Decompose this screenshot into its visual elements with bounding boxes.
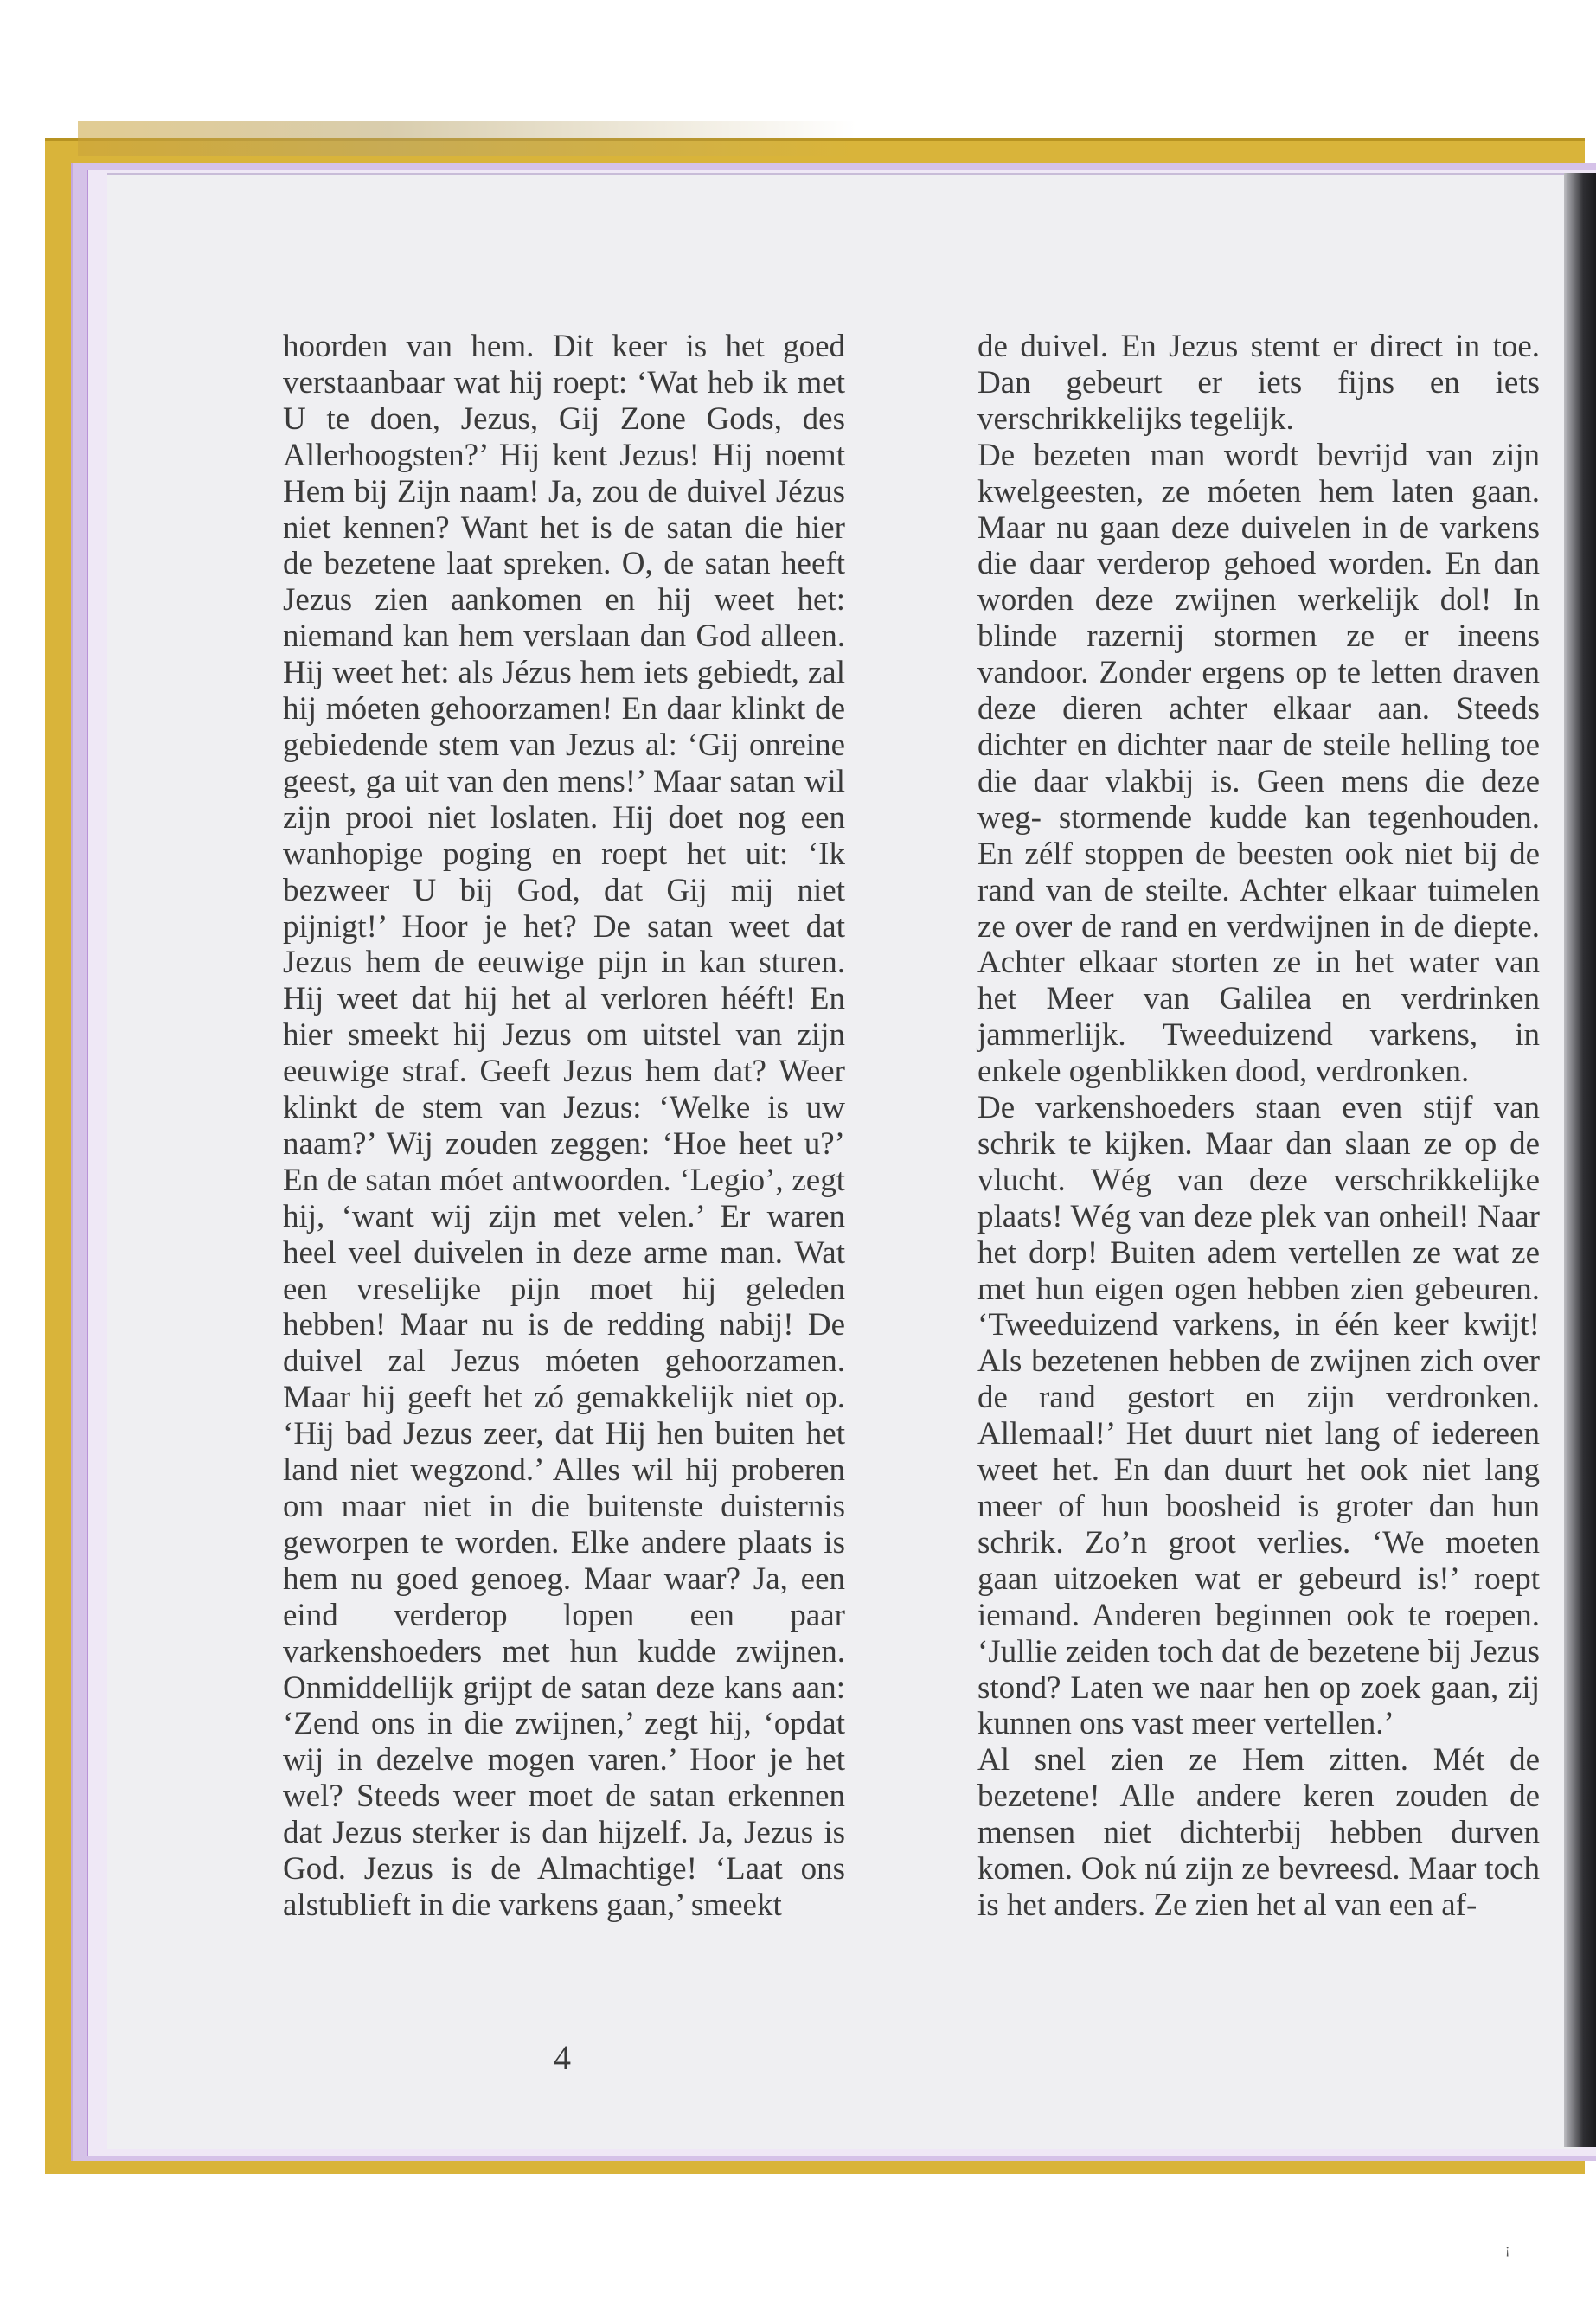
spine-shadow <box>1564 173 1596 2147</box>
page-number: 4 <box>554 2038 571 2077</box>
paragraph: hoorden van hem. Dit keer is het goed verstaanbaar wat hij roept: ‘Wat heb ik met U te doen, Jezus, Gij Zone Gods, des Allerhoogsten?’ Hij kent Jezus! Hij noemt Hem bij Zijn naam! Ja, zou de duivel Jézus niet kennen? Want het is de satan die hier de bezetene laat spreken. O, de satan heeft Jezus zien aankomen en hij weet het: niemand kan hem verslaan dan God alleen. Hij weet het: als Jézus hem iets gebiedt, zal hij móeten gehoorzamen! En daar klinkt de gebiedende stem van Jezus al: ‘Gij onreine geest, ga uit van den mens!’ Maar satan wil zijn prooi niet loslaten. Hij doet nog een wanhopige poging en roept het uit: ‘Ik bezweer U bij God, dat Gij mij niet pijnigt!’ Hoor je het? De satan weet dat Jezus hem de eeuwige pijn in kan sturen. Hij weet dat hij het al verloren hééft! En hier smeekt hij Jezus om uitstel van zijn eeuwige straf. Geeft Jezus hem dat? Weer klinkt de stem van Jezus: ‘Welke is uw naam?’ Wij zouden zeggen: ‘Hoe heet u?’ En de satan móet antwoorden. ‘Legio’, zegt hij, ‘want wij zijn met velen.’ Er waren heel veel duivelen in deze arme man. Wat een vreselijke pijn moet hij geleden hebben! Maar nu is de redding nabij! De duivel zal Jezus móeten gehoorzamen. Maar hij geeft het zó gemakkelijk niet op. ‘Hij bad Jezus zeer, dat Hij hen buiten het land niet wegzond.’ Alles wil hij proberen om maar niet in die buitenste duisternis geworpen te worden. Elke andere plaats is hem nu goed genoeg. Maar waar? Ja, een eind verderop lopen een paar varkenshoeders met hun kudde zwijnen. Onmiddellijk grijpt de satan deze kans aan: ‘Zend ons in die zwijnen,’ zegt hij, ‘opdat wij in dezelve mogen varen.’ Hoor je het wel? Steeds weer moet de satan erkennen dat Jezus sterker is dan hijzelf. Ja, Jezus is God. Jezus is de Almachtige! ‘Laat ons alstublieft in die varkens gaan,’ smeekt <box>283 329 845 1923</box>
cover-frayed-edge <box>78 121 856 156</box>
paragraph: De bezeten man wordt bevrijd van zijn kwelgeesten, ze móeten hem laten gaan. Maar nu gaan deze duivelen in de varkens die daar verderop gehoed worden. En dan worden deze zwijnen werkelijk dol! In blinde razernij stormen ze er ineens vandoor. Zonder ergens op te letten draven deze dieren achter elkaar aan. Steeds dichter en dichter naar de steile helling toe die daar vlakbij is. Geen mens die deze weg- stormende kudde kan tegenhouden. En zélf stoppen de beesten ook niet bij de rand van de steilte. Achter elkaar tuimelen ze over de rand en verdwijnen in de diepte. Achter elkaar storten ze in het water van het Meer van Galilea en verdrinken jammerlijk. Tweeduizend varkens, in enkele ogenblikken dood, verdronken. <box>977 437 1540 1090</box>
paragraph: Al snel zien ze Hem zitten. Mét de bezetene! Alle andere keren zouden de mensen niet dichterbij hebben durven komen. Ook nú zijn ze bevreesd. Maar toch is het anders. Ze zien het al van een af- <box>977 1742 1540 1923</box>
paragraph: de duivel. En Jezus stemt er direct in toe. Dan gebeurt er iets fijns en iets verschrikkelijks tegelijk. <box>977 329 1540 437</box>
paragraph: De varkenshoeders staan even stijf van schrik te kijken. Maar dan slaan ze op de vlucht. Wég van deze verschrikkelijke plaats! Wég van deze plek van onheil! Naar het dorp! Buiten adem vertellen ze wat ze met hun eigen ogen hebben zien gebeuren. ‘Tweeduizend varkens, in één keer kwijt! Als bezetenen hebben de zwijnen zich over de rand gestort en zijn verdronken. Allemaal!’ Het duurt niet lang of iedereen weet het. En dan duurt het ook niet lang meer of hun boosheid is groter dan hun schrik. Zo’n groot verlies. ‘We moeten gaan uitzoeken wat er gebeurd is!’ roept iemand. Anderen beginnen ook te roepen. ‘Jullie zeiden toch dat de bezetene bij Jezus stond? Laten we naar hen op zoek gaan, zij kunnen ons vast meer vertellen.’ <box>977 1090 1540 1742</box>
corner-mark: ¡ <box>1505 2242 1510 2257</box>
left-text-column <box>283 329 845 1924</box>
right-text-column <box>977 329 1540 1924</box>
